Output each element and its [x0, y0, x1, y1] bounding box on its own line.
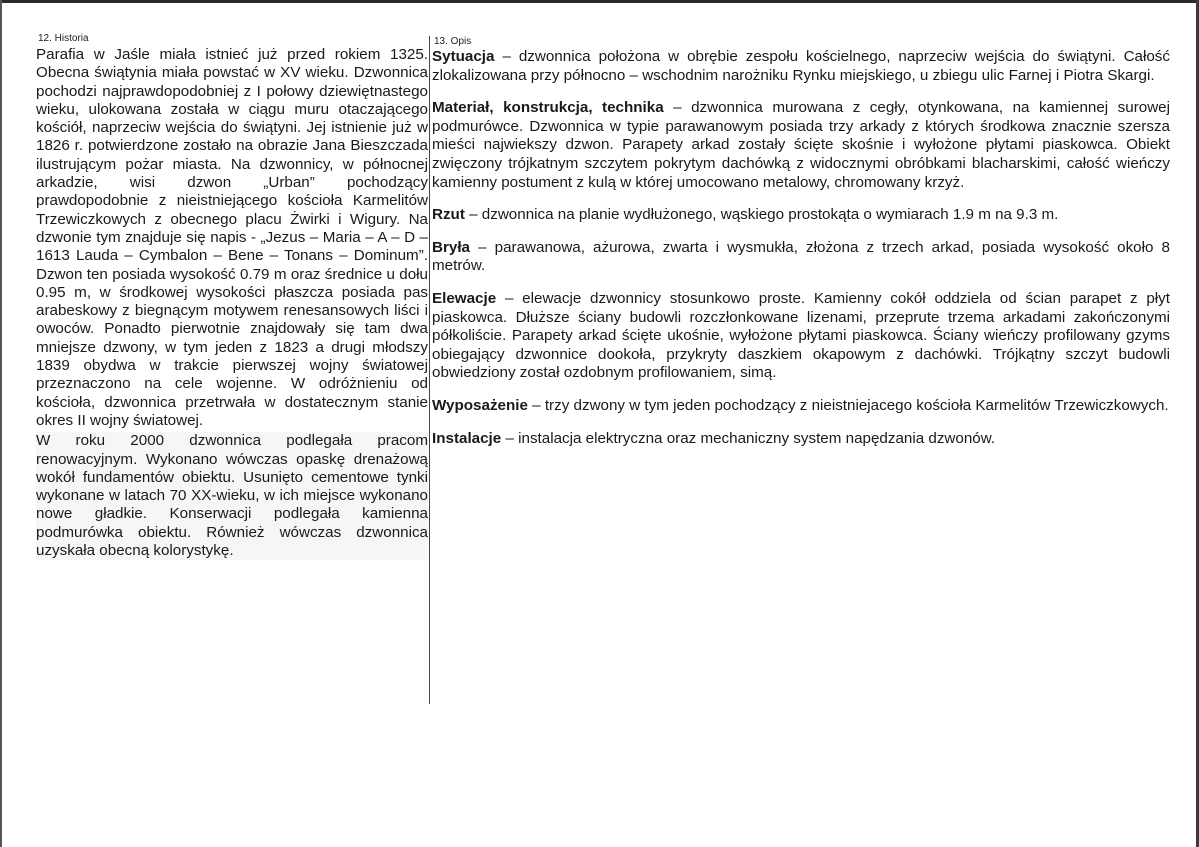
description-installations: [432, 430, 1170, 449]
section-text: – parawanowa, ażurowa, zwarta i wysmukła, złożona z trzech arkad, posiada wysokość około 8 metrów.: [432, 238, 1170, 275]
history-section-label: 12. Historia: [38, 33, 89, 44]
section-heading: Elewacje: [432, 289, 497, 307]
section-text: – trzy dzwony w tym jeden pochodzący z nieistniejacego kościoła Karmelitów Trzewiczkowych.: [527, 396, 1169, 414]
description-situation: [432, 48, 1170, 85]
section-heading: Bryła: [432, 238, 470, 256]
description-section-label: 13. Opis: [434, 36, 472, 47]
section-heading: Wyposażenie: [432, 396, 528, 414]
scan-left-edge: [0, 0, 2, 847]
description-equipment: [432, 397, 1170, 416]
description-plan: [432, 206, 1170, 225]
description-column: [432, 36, 1170, 462]
section-heading: Rzut: [432, 206, 465, 224]
section-text: – dzwonnica położona w obrębie zespołu kościelnego, naprzeciw wejścia do świątyni. Całość zlokalizowana przy północno – wschodnim narożniku Rynku miejskiego, u zbiegu ulic Farnej i Piotra Skargi.: [432, 48, 1170, 84]
column-divider: [429, 36, 430, 704]
section-heading: Instalacje: [432, 429, 502, 447]
history-paragraph: Parafia w Jaśle miała istnieć już przed rokiem 1325. Obecna świątynia miała powstać w XV wieku. Dzwonnica pochodzi najprawdopodobniej z I połowy dziewiętnastego wieku, ulokowana została w ciągu muru otaczającego kościół, naprzeciw wejścia do świątyni. Jej istnienie już w 1826 r. potwierdzone zostało na obrazie Jana Bieszczada ilustrującym pożar miasta. Na dzwonnicy, w północnej arkadzie, wisi dzwon „Urban” pochodzący prawdopodobnie z nieistniejącego kościoła Karmelitów Trzewiczkowych z obecnego placu Żwirki i Wigury. Na dzwonie tym znajduje się napis - „Jezus – Maria – A – D – 1613 Lauda – Cymbalon – Bene – Tonans – Dominum”. Dzwon ten posiada wysokość 0.79 m oraz średnice u dołu 0.95 m, w środkowej wysokości płaszcza posiada pas arabeskowy z biegnącym motywem renesansowych liści i owoców. Ponadto pierwotnie znajdowały się tam dwa mniejsze dzwony, w tym jeden z 1823 a drugi młodszy 1839 obydwa w trakcie pierwszej wojny światowej przeznaczono na cele wojenne. W odróżnieniu od kościoła, dzwonnica przetrwała w dostatecznym stanie okres II wojny światowej.: [36, 46, 428, 429]
history-paragraph: W roku 2000 dzwonnica podlegała pracom renowacyjnym. Wykonano wówczas opaskę drenażową wokół fundamentów obiektu. Usunięto cementowe tynki wykonane w latach 70 XX-wieku, w ich miejsce wykonano nowe gładkie. Konserwacji podlegała kamienna podmurówka obiektu. Również wówczas dzwonnica uzyskała obecną kolorystykę.: [36, 432, 428, 560]
description-massing: [432, 239, 1170, 276]
section-heading: Materiał, konstrukcja, technika: [432, 99, 664, 117]
section-text: – dzwonnica na planie wydłużonego, wąskiego prostokąta o wymiarach 1.9 m na 9.3 m.: [464, 206, 1059, 224]
section-text: – dzwonnica murowana z cegły, otynkowana, na kamiennej surowej podmurówce. Dzwonnica w typie parawanowym posiada trzy arkady z których środkowa znacznie szersza mieści najwiekszy dzwon. Parapety arkad zostały ścięte skośnie i wyłożone płytami piaskowca. Obiekt zwięczony trójkatnym szczytem pokrytym dachówką z widocznymi obróbkami blacharskimi, całość wieńczy kamienny postument z kulą w której umocowano metalowy, chromowany krzyż.: [432, 99, 1170, 191]
section-text: – instalacja elektryczna oraz mechaniczny system napędzania dzwonów.: [501, 429, 996, 447]
scan-top-edge: [0, 0, 1199, 3]
section-heading: Sytuacja: [432, 48, 495, 65]
description-elevations: [432, 290, 1170, 383]
description-material: [432, 99, 1170, 192]
section-text: – elewacje dzwonnicy stosunkowo proste. Kamienny cokół oddziela od ścian parapet z płyt piaskowca. Dłuższe ściany budowli rozczłonkowane lizenami, przeprute trzema arkadami zakończonymi półkoliście. Parapety arkad ścięte ukośnie, wyłożone płytami piaskowca. Ściany wieńczy profilowany gzyms obiegający dzwonnice dookoła, przykryty daszkiem okapowym z dachówki. Trójkątny szczyt budowli obwiedziony został ozdobnym profilowaniem, simą.: [432, 289, 1170, 382]
history-column: [36, 33, 428, 560]
